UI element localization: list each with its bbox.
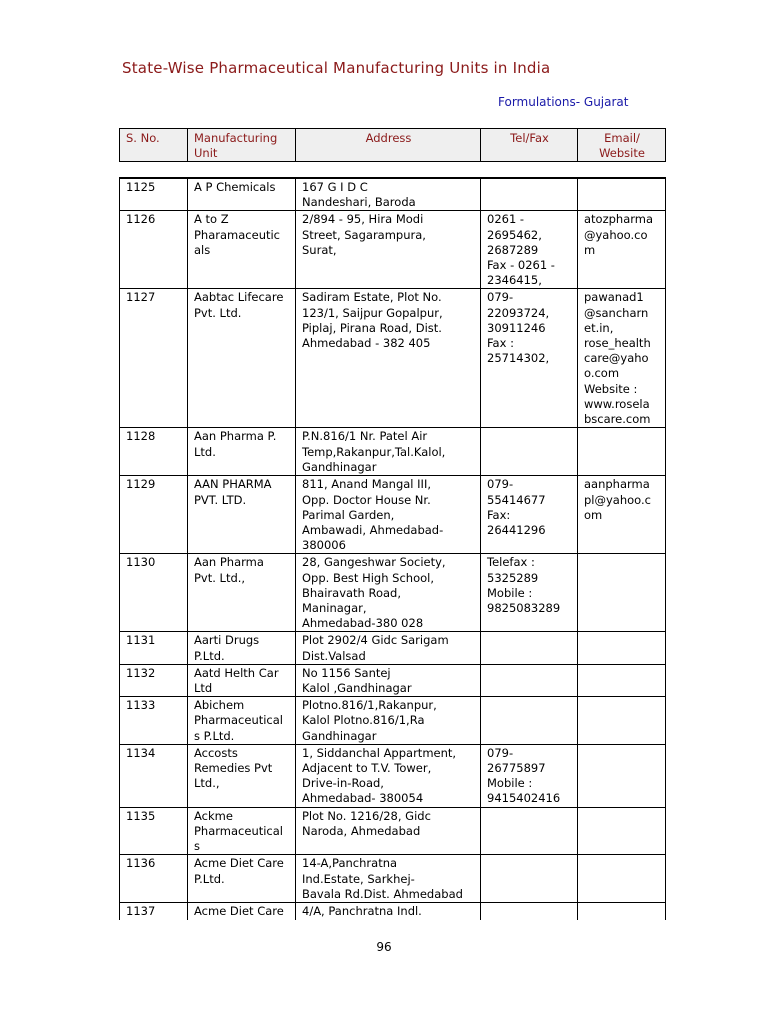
cell-unit: Aan Pharma Pvt. Ltd.,	[188, 554, 296, 632]
table-row	[120, 178, 666, 211]
cell-address: 811, Anand Mangal III, Opp. Doctor House Nr. Parimal Garden, Ambawadi, Ahmedabad- 380006	[296, 476, 481, 554]
cell-address: 4/A, Panchratna Indl.	[296, 902, 481, 920]
cell-sno: 1125	[120, 178, 188, 211]
column-header-email: Email/ Website	[578, 129, 666, 162]
cell-unit: Aabtac Lifecare Pvt. Ltd.	[188, 289, 296, 428]
table-header	[119, 128, 666, 162]
cell-email	[578, 664, 666, 696]
cell-email	[578, 632, 666, 664]
cell-unit: Accosts Remedies Pvt Ltd.,	[188, 744, 296, 807]
column-header-unit: Manufacturing Unit	[188, 129, 296, 162]
cell-email	[578, 178, 666, 211]
cell-address: P.N.816/1 Nr. Patel Air Temp,Rakanpur,Tal.Kalol, Gandhinagar	[296, 428, 481, 476]
cell-sno: 1128	[120, 428, 188, 476]
cell-tel	[481, 178, 578, 211]
cell-sno: 1134	[120, 744, 188, 807]
table-row	[120, 211, 666, 289]
cell-sno: 1132	[120, 664, 188, 696]
cell-tel	[481, 807, 578, 855]
table-row	[120, 554, 666, 632]
cell-tel: 079- 55414677 Fax: 26441296	[481, 476, 578, 554]
cell-sno: 1127	[120, 289, 188, 428]
table-row	[120, 855, 666, 903]
cell-email: pawanad1 @sancharn et.in, rose_health care@yaho o.com Website : www.rosela bscare.com	[578, 289, 666, 428]
cell-email	[578, 807, 666, 855]
cell-sno: 1136	[120, 855, 188, 903]
column-header-tel: Tel/Fax	[481, 129, 578, 162]
cell-email	[578, 697, 666, 745]
table-row	[120, 664, 666, 696]
cell-email	[578, 855, 666, 903]
cell-sno: 1130	[120, 554, 188, 632]
cell-unit: Aarti Drugs P.Ltd.	[188, 632, 296, 664]
cell-unit: Acme Diet Care	[188, 902, 296, 920]
cell-address: No 1156 Santej Kalol ,Gandhinagar	[296, 664, 481, 696]
cell-unit: A to Z Pharamaceutic als	[188, 211, 296, 289]
column-header-sno: S. No.	[120, 129, 188, 162]
cell-email	[578, 554, 666, 632]
cell-address: Sadiram Estate, Plot No. 123/1, Saijpur Gopalpur, Piplaj, Pirana Road, Dist. Ahmedabad - 382 405	[296, 289, 481, 428]
cell-unit: AAN PHARMA PVT. LTD.	[188, 476, 296, 554]
table-row	[120, 632, 666, 664]
cell-tel	[481, 428, 578, 476]
cell-tel	[481, 664, 578, 696]
cell-tel	[481, 632, 578, 664]
cell-sno: 1137	[120, 902, 188, 920]
cell-sno: 1135	[120, 807, 188, 855]
cell-unit: Aatd Helth Car Ltd	[188, 664, 296, 696]
table-row	[120, 902, 666, 920]
cell-tel	[481, 855, 578, 903]
document-title: State-Wise Pharmaceutical Manufacturing Units in India	[122, 59, 551, 77]
cell-email	[578, 428, 666, 476]
cell-sno: 1129	[120, 476, 188, 554]
column-header-address: Address	[296, 129, 481, 162]
cell-unit: A P Chemicals	[188, 178, 296, 211]
cell-tel: 079- 22093724, 30911246 Fax : 25714302,	[481, 289, 578, 428]
cell-sno: 1133	[120, 697, 188, 745]
cell-unit: Aan Pharma P. Ltd.	[188, 428, 296, 476]
table-row	[120, 697, 666, 745]
section-subtitle: Formulations- Gujarat	[498, 95, 629, 109]
table-row	[120, 744, 666, 807]
cell-address: Plotno.816/1,Rakanpur, Kalol Plotno.816/1,Ra Gandhinagar	[296, 697, 481, 745]
cell-tel	[481, 697, 578, 745]
cell-sno: 1126	[120, 211, 188, 289]
cell-tel: 0261 - 2695462, 2687289 Fax - 0261 - 2346415,	[481, 211, 578, 289]
cell-address: Plot No. 1216/28, Gidc Naroda, Ahmedabad	[296, 807, 481, 855]
table-row	[120, 807, 666, 855]
cell-email: aanpharma pl@yahoo.c om	[578, 476, 666, 554]
table-row	[120, 428, 666, 476]
cell-address: 1, Siddanchal Appartment, Adjacent to T.V. Tower, Drive-in-Road, Ahmedabad- 380054	[296, 744, 481, 807]
page-number: 96	[376, 940, 392, 954]
table-row	[120, 476, 666, 554]
units-table	[119, 177, 666, 920]
cell-email	[578, 744, 666, 807]
cell-tel: Telefax : 5325289 Mobile : 9825083289	[481, 554, 578, 632]
cell-tel: 079- 26775897 Mobile : 9415402416	[481, 744, 578, 807]
cell-address: 2/894 - 95, Hira Modi Street, Sagarampura, Surat,	[296, 211, 481, 289]
cell-address: 28, Gangeshwar Society, Opp. Best High School, Bhairavath Road, Maninagar, Ahmedabad-380 028	[296, 554, 481, 632]
cell-email	[578, 902, 666, 920]
cell-address: 167 G I D C Nandeshari, Baroda	[296, 178, 481, 211]
table-row	[120, 289, 666, 428]
cell-sno: 1131	[120, 632, 188, 664]
cell-tel	[481, 902, 578, 920]
cell-address: 14-A,Panchratna Ind.Estate, Sarkhej- Bavala Rd.Dist. Ahmedabad	[296, 855, 481, 903]
cell-address: Plot 2902/4 Gidc Sarigam Dist.Valsad	[296, 632, 481, 664]
cell-email: atozpharma @yahoo.co m	[578, 211, 666, 289]
cell-unit: Abichem Pharmaceutical s P.Ltd.	[188, 697, 296, 745]
cell-unit: Acme Diet Care P.Ltd.	[188, 855, 296, 903]
cell-unit: Ackme Pharmaceutical s	[188, 807, 296, 855]
